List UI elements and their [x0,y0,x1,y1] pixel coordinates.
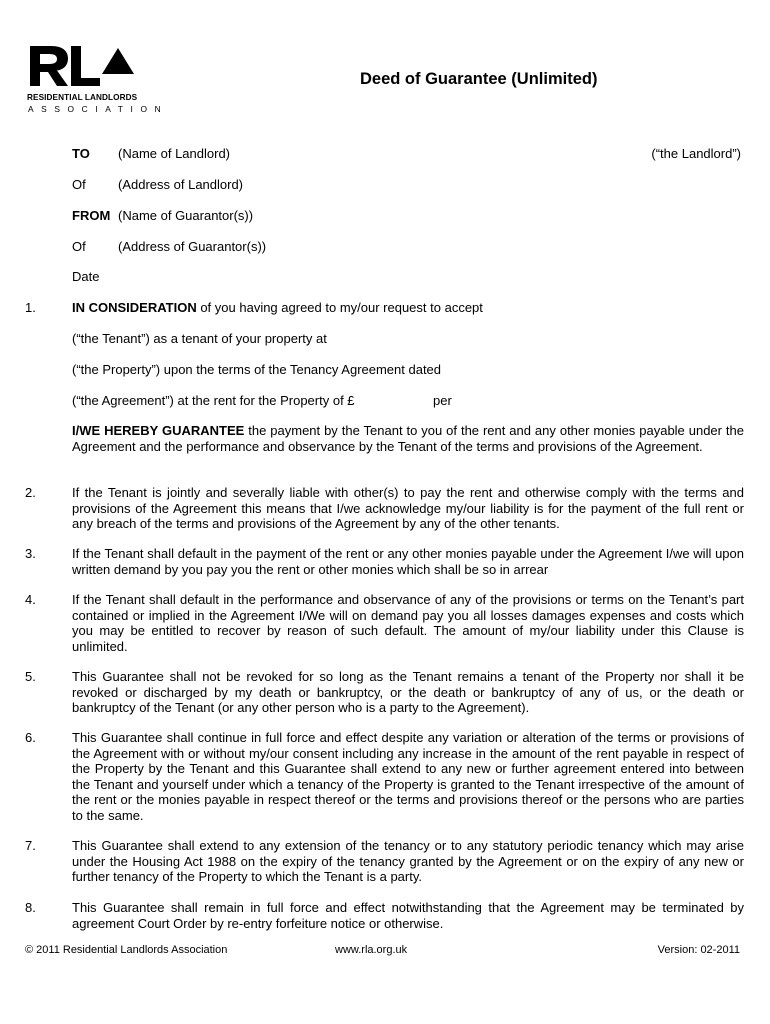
guarantee-lead: I/WE HEREBY GUARANTEE [72,423,245,438]
of-guarantor-label: Of [72,239,86,254]
clause-text: If the Tenant is jointly and severally liable with other(s) to pay the rent and otherwise comply with the terms and provisions of the Agreement this means that I/we acknowledge my/our liability is for the payment of the full rent or any breach of the terms and provisions of the Agreement by any of the other tenants. [72,485,744,532]
document-title: Deed of Guarantee (Unlimited) [360,70,598,88]
consideration-lead: IN CONSIDERATION [72,300,197,315]
logo-org-name: RESIDENTIAL LANDLORDS [27,93,138,102]
clause-number: 3. [25,546,36,561]
guarantor-name-field: (Name of Guarantor(s)) [118,208,254,223]
clause-text: If the Tenant shall default in the performance and observance of any of the provisions or terms on the Tenant’s part contained or implied in the Agreement I/We will on demand pay you all losses damages expenses and costs which you may be entitled to recover by reason of such default. The amount of my/our liability under this Clause is unlimited. [72,592,744,654]
clause-number: 7. [25,838,36,853]
landlord-definition: (“the Landlord”) [651,146,741,161]
landlord-name-field: (Name of Landlord) [118,146,230,161]
clause-number: 6. [25,730,36,745]
of-landlord-label: Of [72,177,86,192]
clause-number: 8. [25,900,36,915]
consideration-text: of you having agreed to my/our request to accept [196,300,483,315]
guarantee-text: the payment by the Tenant to you of the rent and any other monies payable under the Agreement and the performance and observance by the Tenant of the terms and provisions of the Agreement. [72,423,744,454]
clause-1-line-3: (“the Property”) upon the terms of the Tenancy Agreement dated [72,362,442,377]
clause-text: This Guarantee shall not be revoked for so long as the Tenant remains a tenant of the Property nor shall it be revoked or discharged by my death or bankruptcy, or the death or bankruptcy of any of us, or the death or bankruptcy of the Tenant (or any other person who is a party to the Agreement). [72,669,744,716]
footer-copyright: © 2011 Residential Landlords Association [25,944,228,956]
rla-logo-mark [27,44,137,88]
guarantee-paragraph [72,423,744,454]
rent-period-label: per [433,393,452,408]
clause-text: This Guarantee shall remain in full force and effect notwithstanding that the Agreement may be terminated by agreement Court Order by re-entry forfeiture notice or otherwise. [72,900,744,931]
clause-text: This Guarantee shall extend to any extension of the tenancy or to any statutory periodic tenancy which may arise under the Housing Act 1988 on the expiry of the tenancy granted by the Agreement or on the expiry of any new or further tenancy of the Property to which the Tenant is a party. [72,838,744,885]
guarantor-address-field: (Address of Guarantor(s)) [118,239,267,254]
clause-number: 5. [25,669,36,684]
clause-1-line-4: (“the Agreement”) at the rent for the Property of £ [72,393,355,408]
clause-text: This Guarantee shall continue in full force and effect despite any variation or alteration of the terms or provisions of the Agreement with or without my/our consent including any increase in the amount of the rent payable in respect of the Property by the Tenant and this Guarantee shall extend to any new or further agreement entered into between the Tenant and yourself under which a tenancy of the Property is granted to the Tenant irrespective of the amount of the rent or the monies payable in respect thereof or the terms and provisions thereof or the persons who are parties to the same. [72,730,744,823]
clause-1-line-2: (“the Tenant”) as a tenant of your property at [72,331,327,346]
clause-text: If the Tenant shall default in the payment of the rent or any other monies payable under the Agreement I/we will upon written demand by you pay you the rent or other monies which shall be so in arrear [72,546,744,577]
rla-logo [27,44,169,116]
from-label: FROM [72,208,111,223]
landlord-address-field: (Address of Landlord) [118,177,244,192]
date-label: Date [72,269,100,284]
clause-number: 4. [25,592,36,607]
footer-website-link[interactable]: www.rla.org.uk [335,944,408,956]
logo-org-subtitle: ASSOCIATION [28,104,169,114]
to-label: TO [72,146,90,161]
clause-number: 2. [25,485,36,500]
clause-1-line-1 [72,300,483,316]
footer-version: Version: 02-2011 [657,944,740,956]
clause-number: 1. [25,300,36,315]
